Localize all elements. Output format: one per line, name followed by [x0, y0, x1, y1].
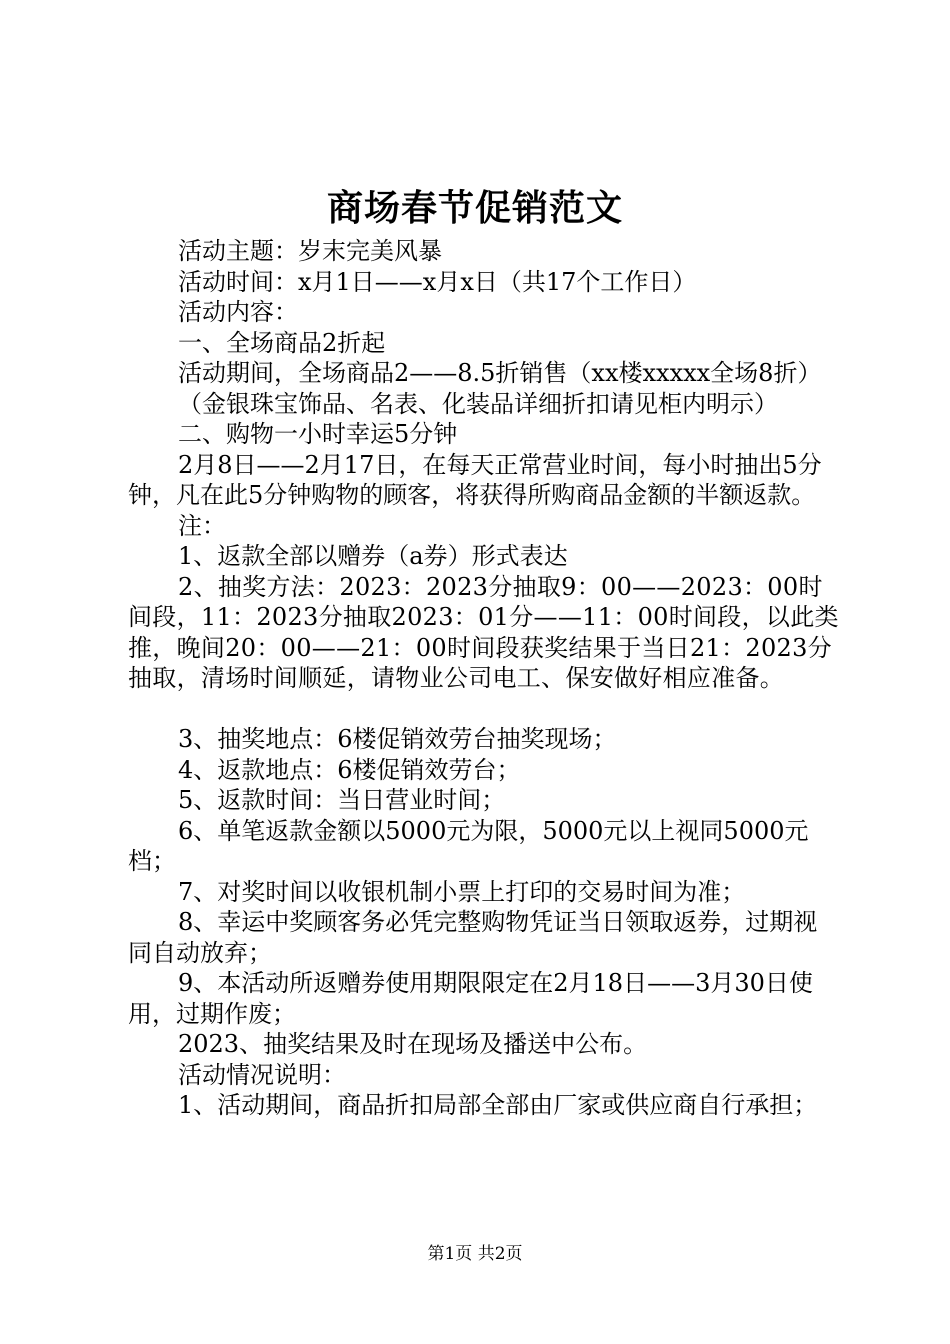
paragraph-theme: 活动主题：岁末完美风暴	[178, 237, 442, 265]
paragraph-note-3: 3、抽奖地点：6楼促销效劳台抽奖现场；	[178, 725, 617, 753]
paragraph-explanation-heading: 活动情况说明：	[178, 1060, 346, 1089]
document-title: 商场春节促销范文	[326, 187, 623, 229]
paragraph-content-heading: 活动内容：	[178, 298, 298, 326]
paragraph-note-1: 1、返款全部以赠券（a券）形式表达	[178, 542, 568, 570]
paragraph-note-5: 5、返款时间：当日营业时间；	[178, 786, 506, 814]
paragraph-section-2: 二、购物一小时幸运5分钟	[178, 420, 458, 448]
paragraph-explanation-1: 1、活动期间，商品折扣局部全部由厂家或供应商自行承担；	[178, 1091, 818, 1119]
paragraph-note-9: 9、本活动所返赠券使用期限限定在2月18日——3月30日使用，过期作废；	[128, 969, 813, 1028]
page-footer: 第1页 共2页	[427, 1244, 523, 1264]
paragraph-jewelry-note: （金银珠宝饰品、名表、化装品详细折扣请见柜内明示）	[178, 389, 778, 418]
paragraph-note-4: 4、返款地点：6楼促销效劳台；	[178, 755, 521, 784]
paragraph-note-6: 6、单笔返款金额以5000元为限，5000元以上视同5000元档；	[128, 816, 809, 875]
paragraph-note-2: 2、抽奖方法：2023：2023分抽取9：00——2023：00时间段，11：2023分抽取2023：01分——11：00时间段，以此类推，晚间20：00——21：00时间段获奖结果于当日21：2023分抽取，清场时间顺延，请物业公司电工、保安做好相应准备。	[128, 572, 839, 692]
paragraph-note-7: 7、对奖时间以收银机制小票上打印的交易时间为准；	[178, 877, 746, 906]
paragraph-gap	[128, 694, 840, 725]
paragraph-section-1: 一、全场商品2折起	[178, 328, 386, 357]
paragraph-note-8: 8、幸运中奖顾客务必凭完整购物凭证当日领取返券，过期视同自动放弃；	[128, 908, 818, 967]
document-body	[128, 236, 840, 1121]
paragraph-discount: 活动期间，全场商品2——8.5折销售（xx楼xxxxx全场8折）	[178, 359, 822, 387]
paragraph-note-heading: 注：	[178, 511, 226, 540]
paragraph-lucky-5-minutes: 2月8日——2月17日，在每天正常营业时间，每小时抽出5分钟，凡在此5分钟购物的顾客，将获得所购商品金额的半额返款。	[128, 450, 822, 509]
paragraph-time: 活动时间：x月1日——x月x日（共17个工作日）	[178, 267, 697, 296]
paragraph-note-10: 2023、抽奖结果及时在现场及播送中公布。	[178, 1030, 648, 1058]
